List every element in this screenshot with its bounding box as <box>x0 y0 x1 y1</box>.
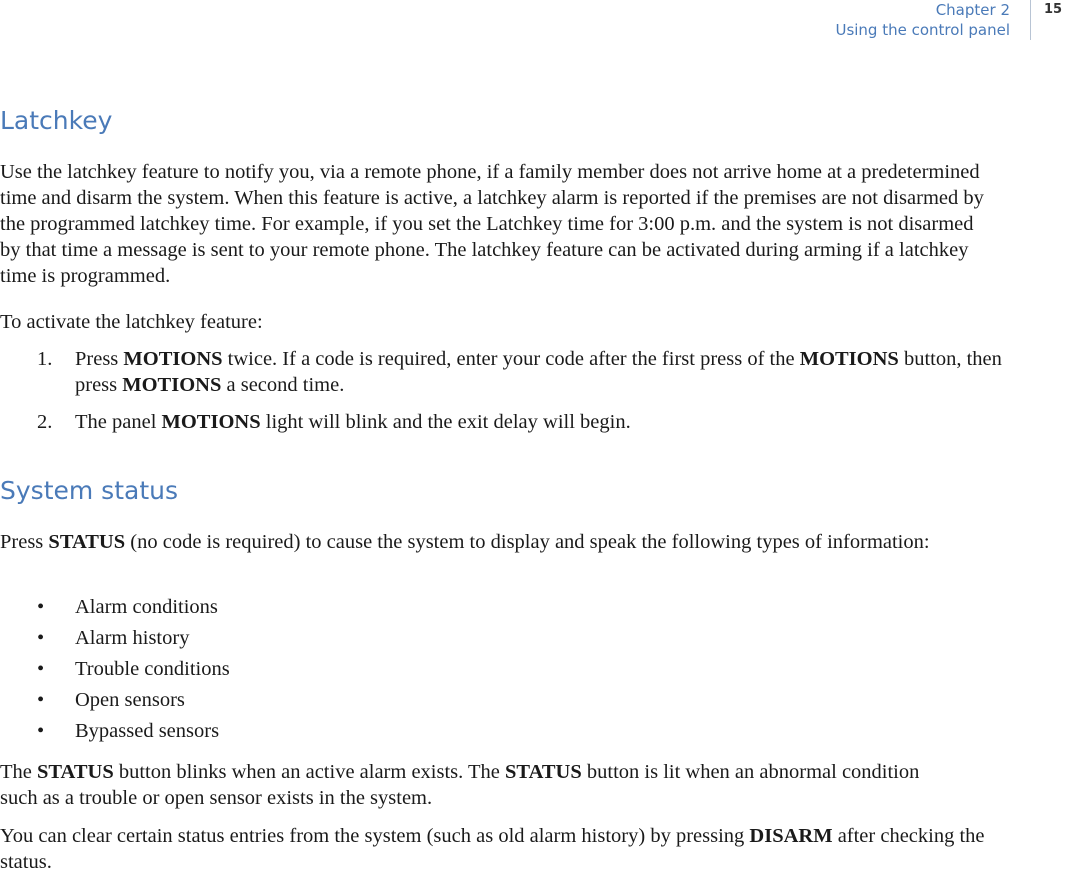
step-number: 1. <box>37 348 53 370</box>
chapter-title: Using the control panel <box>835 21 1010 39</box>
status-info-list <box>0 594 1015 749</box>
motions-button-ref: MOTIONS <box>122 374 222 396</box>
list-item: • Open sensors <box>37 689 185 711</box>
disarm-button-ref: DISARM <box>749 825 833 847</box>
clear-status-note: You can clear certain status entries from the system (such as old alarm history) by pressing DISARM after checking the status. <box>0 825 985 873</box>
bullet-icon: • <box>37 627 45 649</box>
status-button-ref: STATUS <box>505 761 582 783</box>
list-item: • Alarm conditions <box>37 596 218 618</box>
system-status-intro: Press STATUS (no code is required) to cause the system to display and speak the following types of information: <box>0 531 930 553</box>
motions-light-ref: MOTIONS <box>161 411 261 433</box>
chapter-label: Chapter 2 <box>935 1 1010 19</box>
bullet-icon: • <box>37 596 45 618</box>
latchkey-instructions-intro: To activate the latchkey feature: <box>0 311 263 333</box>
list-item: • Trouble conditions <box>37 658 230 680</box>
list-item: 1. Press MOTIONS twice. If a code is required, enter your code after the first press of the MOTIONS button, then press MOTIONS a second time. <box>37 348 1002 396</box>
status-button-ref: STATUS <box>37 761 114 783</box>
system-status-heading: System status <box>0 476 178 505</box>
running-header <box>610 0 1010 40</box>
latchkey-steps <box>0 346 1015 435</box>
bullet-icon: • <box>37 658 45 680</box>
status-button-ref: STATUS <box>48 531 126 553</box>
header-divider <box>1030 0 1031 40</box>
step-number: 2. <box>37 411 53 433</box>
bullet-icon: • <box>37 689 45 711</box>
status-button-description: The STATUS button blinks when an active alarm exists. The STATUS button is lit when an abnormal condition such as a trouble or open sensor exists in the system. <box>0 761 920 809</box>
motions-button-ref: MOTIONS <box>123 348 223 370</box>
latchkey-description: Use the latchkey feature to notify you, via a remote phone, if a family member does not arrive home at a predetermined time and disarm the system. When this feature is active, a latchkey alarm is reported if the premises are not disarmed by the programmed latchkey time. For example, if you set the Latchkey time for 3:00 p.m. and the system is not disarmed by that time a message is sent to your remote phone. The latchkey feature can be activated during arming if a latchkey time is programmed. <box>0 161 984 287</box>
bullet-icon: • <box>37 720 45 742</box>
page-number: 15 <box>1044 2 1063 17</box>
list-item: • Alarm history <box>37 627 190 649</box>
latchkey-heading: Latchkey <box>0 106 113 135</box>
list-item: 2. The panel MOTIONS light will blink and the exit delay will begin. <box>37 411 631 433</box>
list-item: • Bypassed sensors <box>37 720 220 742</box>
motions-button-ref: MOTIONS <box>799 348 899 370</box>
